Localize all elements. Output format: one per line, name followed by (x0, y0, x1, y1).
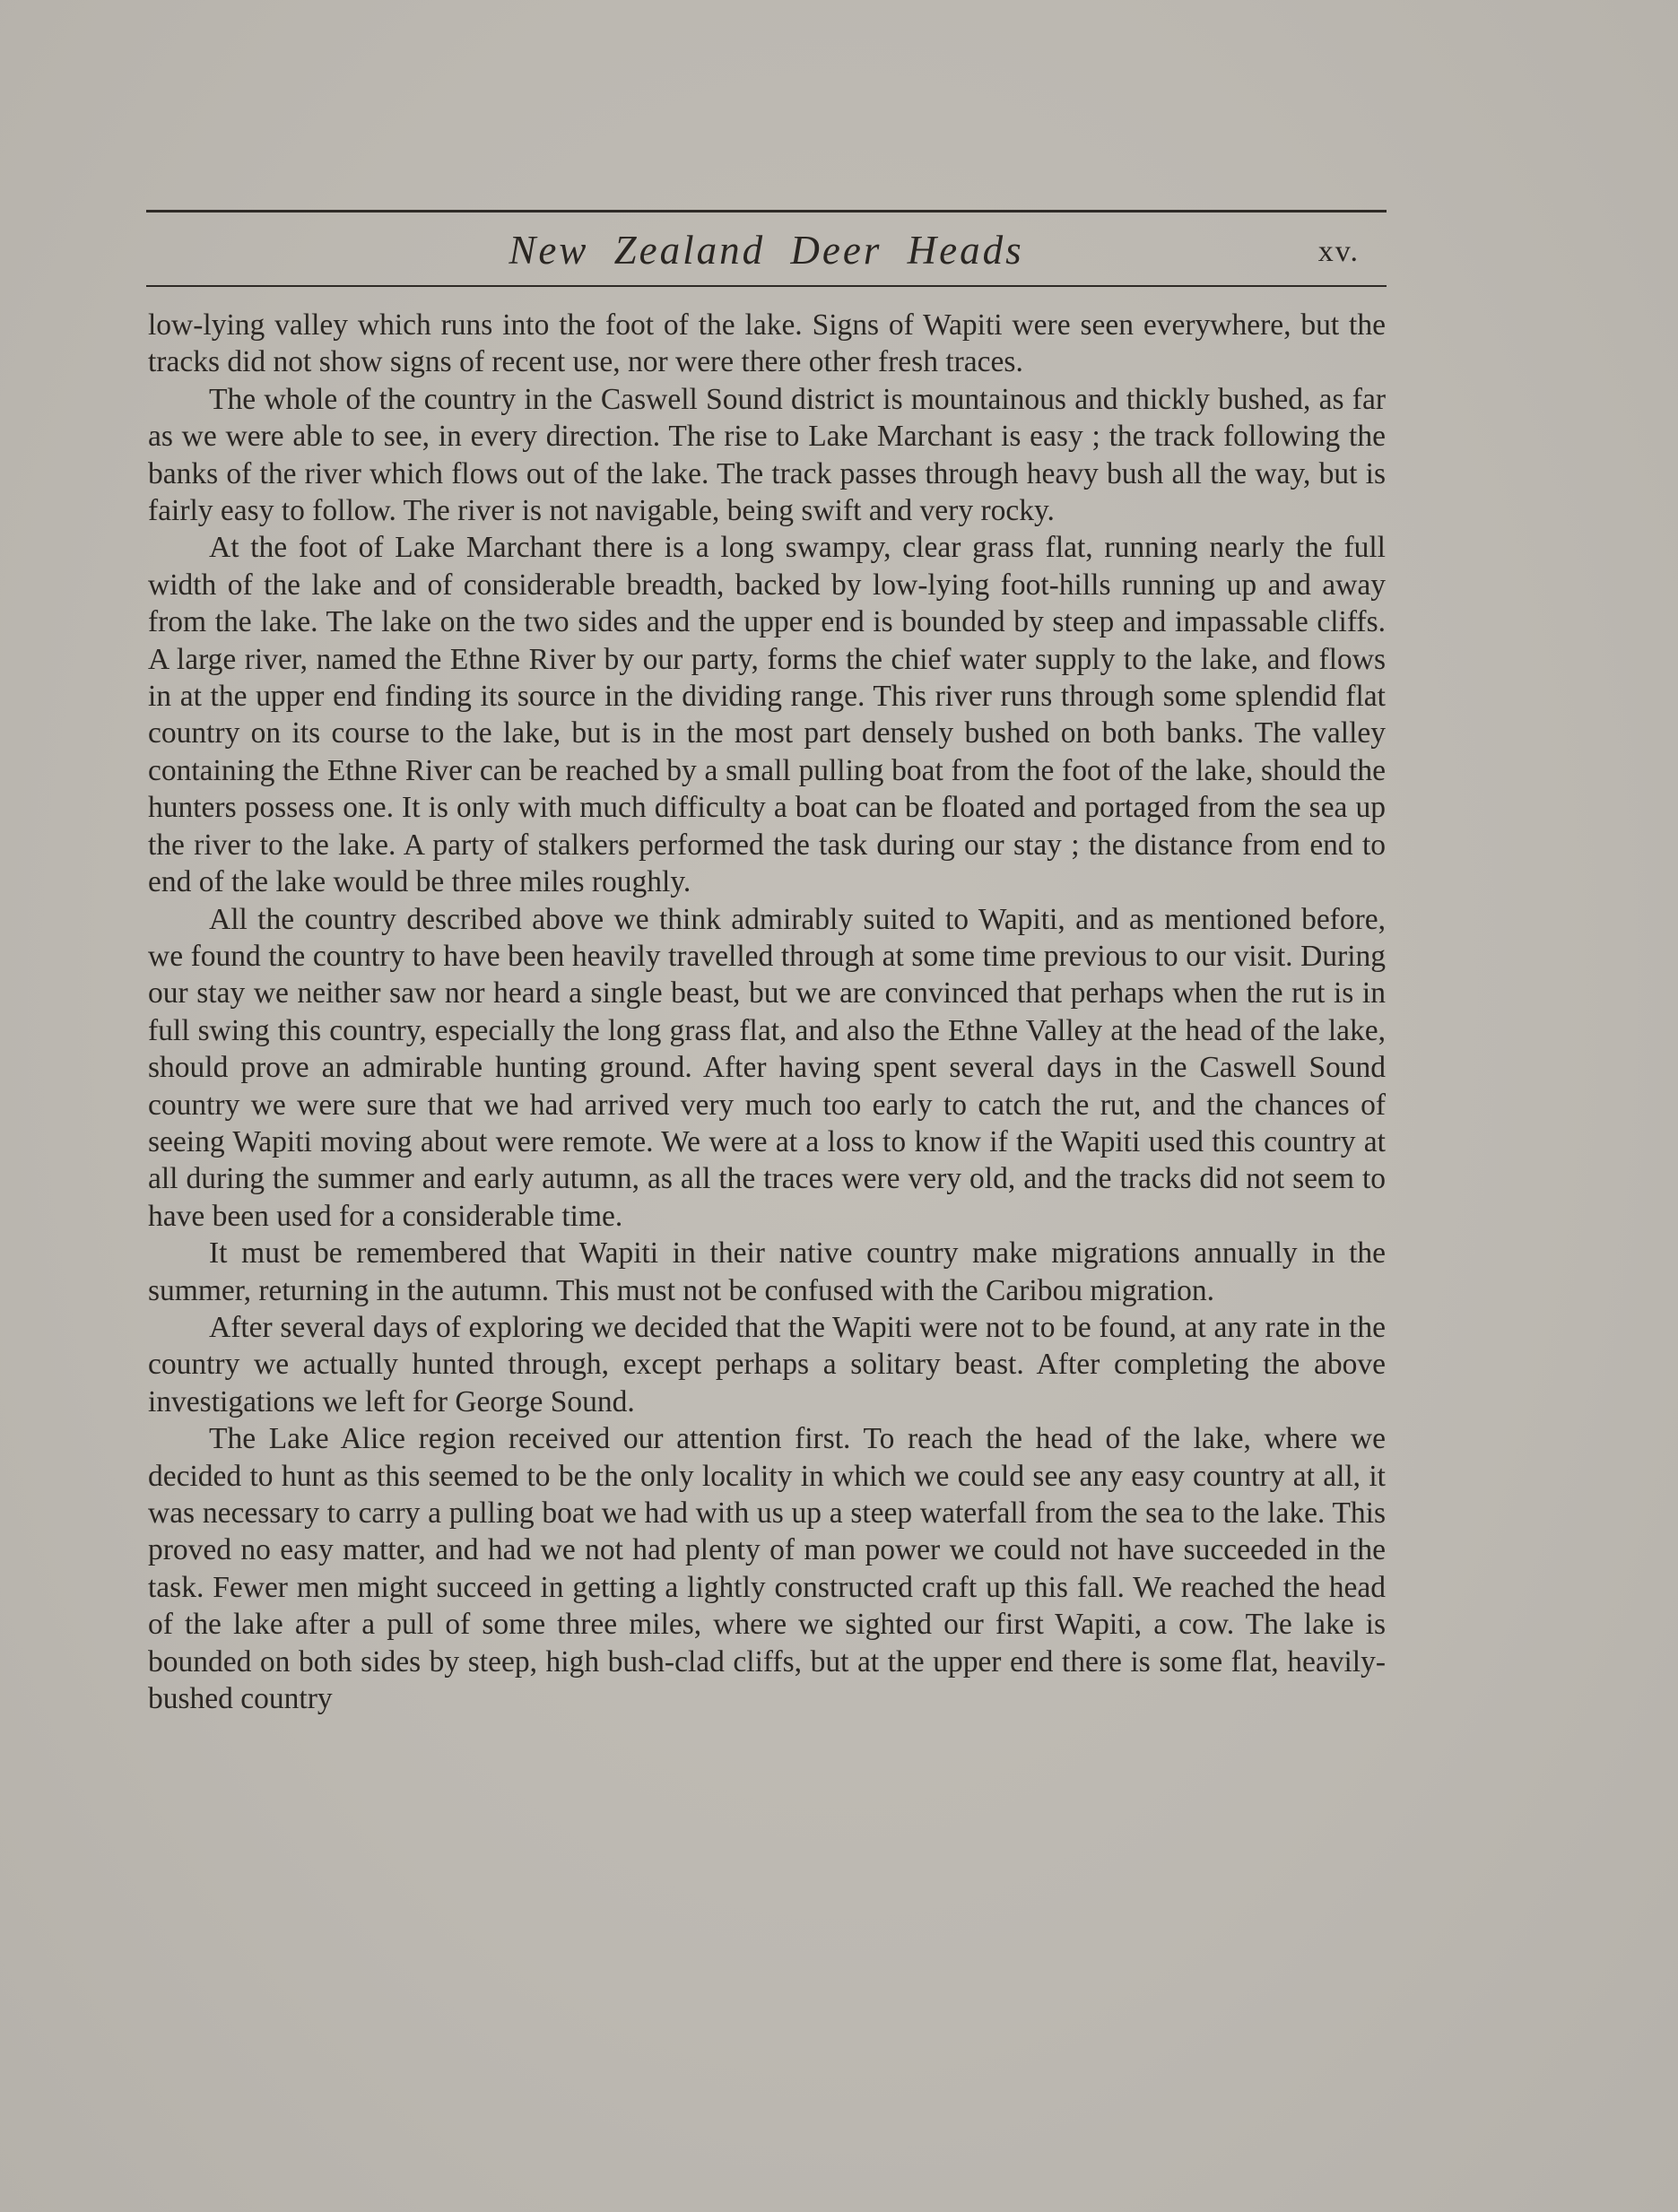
header-rule-bottom (146, 285, 1387, 287)
body-text (148, 307, 1386, 1717)
paragraph: The Lake Alice region received our attention first. To reach the head of the lake, where we decided to hunt as this seemed to be the only locality in which we could see any easy country at all, it was necessary to carry a pulling boat we had with us up a steep waterfall from the sea to the lake. This proved no easy matter, and had we not had plenty of man power we could not have succeeded in the task. Fewer men might succeed in getting a lightly constructed craft up this fall. We reached the head of the lake after a pull of some three miles, where we sighted our first Wapiti, a cow. The lake is bounded on both sides by steep, high bush-clad cliffs, but at the upper end there is some flat, heavily-bushed country (148, 1422, 1386, 1716)
running-head (146, 222, 1387, 278)
paragraph: After several days of exploring we decided that the Wapiti were not to be found, at any rate in the country we actually hunted through, except perhaps a solitary beast. After completing the above investigations we left for George Sound. (148, 1310, 1386, 1418)
header-rule-top (146, 210, 1387, 213)
paragraph: At the foot of Lake Marchant there is a long swampy, clear grass flat, running nearly the full width of the lake and of considerable breadth, backed by low-lying foot-hills running up and away from the lake. The lake on the two sides and the upper end is bounded by steep and impassable cliffs. A large river, named the Ethne River by our party, forms the chief water supply to the lake, and flows in at the upper end finding its source in the dividing range. This river runs through some splendid flat country on its course to the lake, but is in the most part densely bushed on both banks. The valley containing the Ethne River can be reached by a small pulling boat from the foot of the lake, should the hunters possess one. It is only with much difficulty a boat can be floated and portaged from the sea up the river to the lake. A party of stalkers performed the task during our stay ; the distance from end to end of the lake would be three miles roughly. (148, 531, 1386, 899)
paragraph: The whole of the country in the Caswell Sound district is mountainous and thickly bushed, as far as we were able to see, in every direction. The rise to Lake Marchant is easy ; the track following the banks of the river which flows out of the lake. The track passes through heavy bush all the way, but is fairly easy to follow. The river is not navigable, being swift and very rocky. (148, 382, 1386, 528)
paragraph: It must be remembered that Wapiti in their native country make migrations annually in the summer, returning in the autumn. This must not be confused with the Caribou migration. (148, 1236, 1386, 1307)
paragraph: All the country described above we think admirably suited to Wapiti, and as mentioned before, we found the country to have been heavily travelled through at some time previous to our visit. During our stay we neither saw nor heard a single beast, but we are convinced that perhaps when the rut is in full swing this country, especially the long grass flat, and also the Ethne Valley at the head of the lake, should prove an admirable hunting ground. After having spent several days in the Caswell Sound country we were sure that we had arrived very much too early to catch the rut, and the chances of seeing Wapiti moving about were remote. We were at a loss to know if the Wapiti used this country at all during the summer and early autumn, as all the traces were very old, and the tracks did not seem to have been used for a considerable time. (148, 902, 1386, 1233)
page-number: xv. (1317, 235, 1360, 268)
running-title: New Zealand Deer Heads (509, 228, 1024, 273)
paragraph-continued: low-lying valley which runs into the foot of the lake. Signs of Wapiti were seen everywhere, but the tracks did not show signs of recent use, nor were there other fresh traces. (148, 308, 1386, 379)
